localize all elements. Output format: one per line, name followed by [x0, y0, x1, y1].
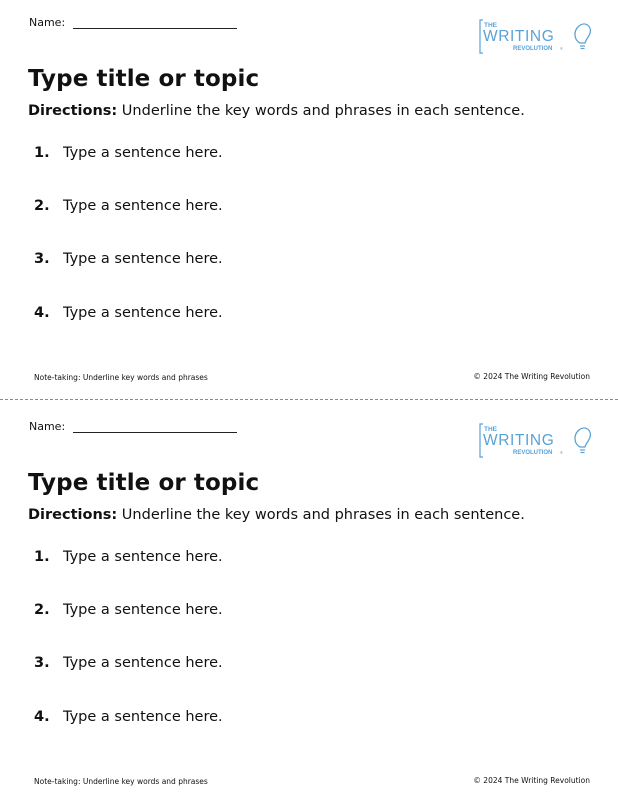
directions	[28, 507, 525, 523]
logo-line3: REVOLUTION	[513, 450, 553, 456]
worksheet-top	[0, 0, 618, 400]
footer-copyright: © 2024 The Writing Revolution	[473, 776, 590, 785]
item-number: 3.	[34, 251, 50, 267]
item-sentence[interactable]: Type a sentence here.	[63, 709, 223, 725]
item-number: 2.	[34, 602, 50, 618]
item-sentence[interactable]: Type a sentence here.	[63, 602, 223, 618]
name-row	[29, 419, 237, 433]
worksheet-title[interactable]: Type title or topic	[28, 66, 260, 92]
item-sentence[interactable]: Type a sentence here.	[63, 198, 223, 214]
name-row	[29, 15, 237, 29]
item-number: 1.	[34, 549, 50, 565]
item-number: 3.	[34, 655, 50, 671]
writing-revolution-logo	[479, 19, 591, 55]
logo-line2: WRITING	[483, 28, 555, 45]
item-sentence[interactable]: Type a sentence here.	[63, 549, 223, 565]
directions-label: Directions:	[28, 507, 118, 523]
worksheet-bottom	[0, 404, 618, 804]
name-label: Name:	[29, 16, 66, 29]
directions-text: Underline the key words and phrases in each sentence.	[117, 103, 525, 119]
name-label: Name:	[29, 420, 66, 433]
footer-note: Note-taking: Underline key words and phrases	[34, 777, 208, 786]
directions-label: Directions:	[28, 103, 118, 119]
lightbulb-icon	[575, 24, 590, 49]
item-sentence[interactable]: Type a sentence here.	[63, 251, 223, 267]
item-number: 2.	[34, 198, 50, 214]
worksheet-title[interactable]: Type title or topic	[28, 470, 260, 496]
directions-text: Underline the key words and phrases in each sentence.	[117, 507, 525, 523]
logo-registered-mark: ®	[560, 46, 563, 51]
name-field-line[interactable]	[73, 419, 237, 433]
item-number: 4.	[34, 305, 50, 321]
logo-registered-mark: ®	[560, 450, 563, 455]
item-sentence[interactable]: Type a sentence here.	[63, 305, 223, 321]
footer-note: Note-taking: Underline key words and phrases	[34, 373, 208, 382]
directions	[28, 103, 525, 119]
dashed-cut-line	[0, 399, 618, 400]
item-number: 4.	[34, 709, 50, 725]
item-number: 1.	[34, 145, 50, 161]
logo-line3: REVOLUTION	[513, 46, 553, 52]
logo-line1: THE	[484, 22, 497, 29]
logo-line2: WRITING	[483, 432, 555, 449]
logo-line1: THE	[484, 426, 497, 433]
item-sentence[interactable]: Type a sentence here.	[63, 655, 223, 671]
writing-revolution-logo	[479, 423, 591, 459]
item-sentence[interactable]: Type a sentence here.	[63, 145, 223, 161]
name-field-line[interactable]	[73, 15, 237, 29]
footer-copyright: © 2024 The Writing Revolution	[473, 372, 590, 381]
lightbulb-icon	[575, 428, 590, 453]
